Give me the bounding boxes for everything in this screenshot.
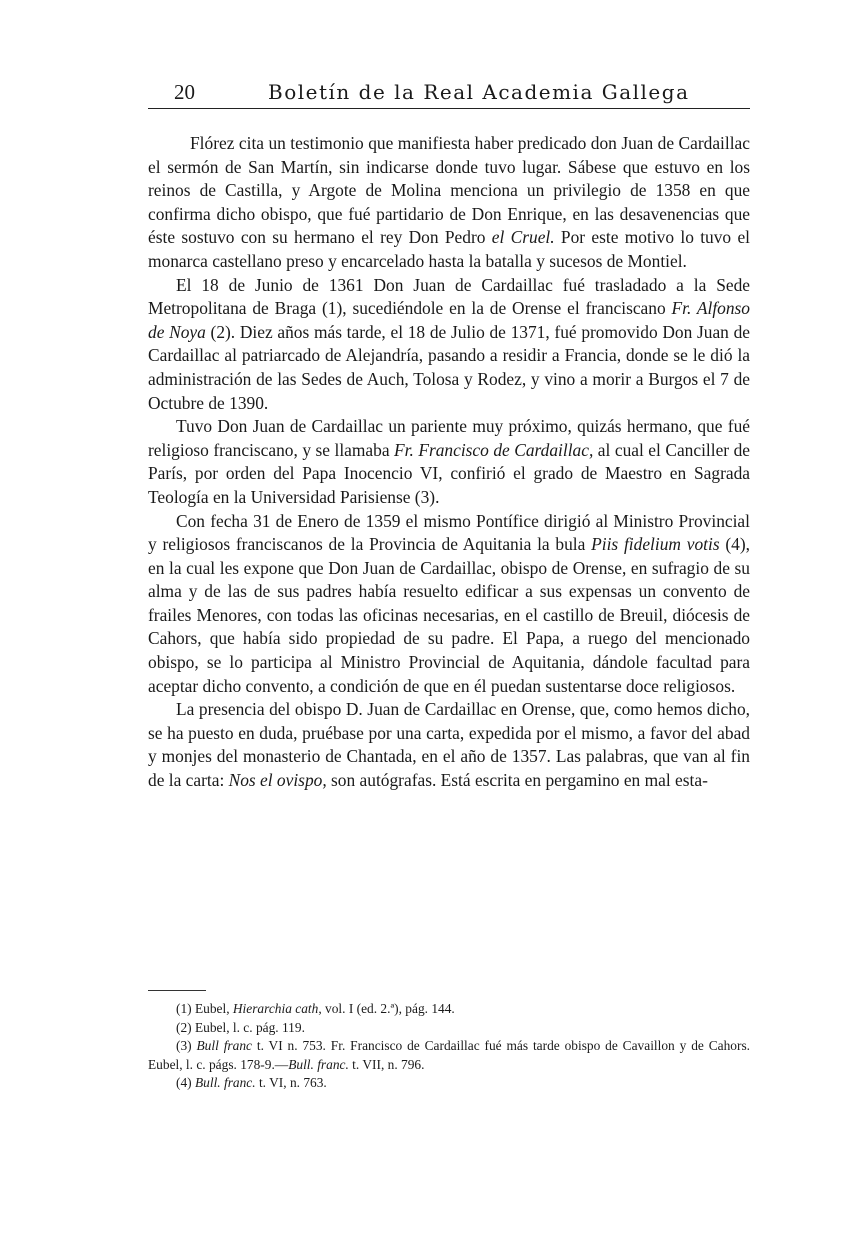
text-run: son autógrafas. Está escrita en pergamino en mal esta- xyxy=(326,770,708,791)
text-run: (2) Eubel, l. c. pág. 119. xyxy=(176,1019,305,1035)
footnote xyxy=(148,1019,750,1038)
footnote-rule xyxy=(148,990,206,991)
text-run: Con fecha 31 de Enero de 1359 el mismo Pontífice dirigió al Ministro Provincial y religiosos franciscanos de la Provincia de Aquitania la bula xyxy=(148,510,750,555)
italic-run: Fr. Francisco de Cardaillac, xyxy=(394,439,594,460)
text-run: Por este motivo lo tuvo el monarca castellano preso y encarcelado hasta la batalla y sucesos de Montiel. xyxy=(148,227,750,271)
page-number: 20 xyxy=(174,80,195,104)
text-run: t. VII, n. 796. xyxy=(348,1056,425,1072)
body-text xyxy=(148,132,750,793)
text-run: (4), en la cual les expone que Don Juan de Cardaillac, obispo de Orense, en sufragio de su alma y de las de sus padres había resuelto edificar a sus expensas un convento de frailes Menores, con todas las oficinas necesarias, en el castillo de Breuil, diócesis de Cahors, que había sido propiedad de su padre. El Papa, a ruego del mencionado obispo, se lo participa al Ministro Provincial de Aquitania, dándole facultad para aceptar dicho convento, a condición de que en él puedan sustentarse doce religiosos. xyxy=(148,534,750,696)
footnote xyxy=(148,1074,750,1093)
italic-run: Fr. Alfonso de Noya xyxy=(148,298,750,342)
italic-run: Bull franc xyxy=(196,1038,252,1054)
paragraph xyxy=(148,132,750,274)
italic-run: Piis fidelium votis xyxy=(591,534,720,555)
text-run: t. VI, n. 763. xyxy=(255,1075,327,1091)
paragraph xyxy=(148,698,750,792)
paragraph xyxy=(148,510,750,699)
paragraph xyxy=(148,274,750,416)
text-run: El 18 de Junio de 1361 Don Juan de Cardaillac fué trasladado a la Sede Metropolitana de Braga (1), sucediéndole en la de Orense el franciscano xyxy=(148,274,750,319)
italic-run: Hierarchia cath xyxy=(232,1001,319,1016)
text-run: (2). Diez años más tarde, el 18 de Julio de 1371, fué promovido Don Juan de Cardaillac al patriarcado de Alejandría, pasando a residir a Francia, donde se le dió la administración de las Sedes de Auch, Tolosa y Rodez, y vino a morir a Burgos el 7 de Octubre de 1390. xyxy=(148,321,750,413)
text-run: (1) Eubel, xyxy=(176,1001,233,1016)
italic-run: Nos el ovispo, xyxy=(228,770,327,791)
paragraph xyxy=(148,415,750,509)
text-run: Tuvo Don Juan de Cardaillac un pariente muy próximo, quizás hermano, que fué religioso franciscano, y se llamaba xyxy=(148,416,750,460)
text-run: La presencia del obispo D. Juan de Cardaillac en Orense, que, como hemos dicho, se ha puesto en duda, pruébase por una carta, expedida por el mismo, a favor del abad y monjes del monasterio de Chantada, en el año de 1357. Las palabras, que van al fin de la carta: xyxy=(148,699,750,791)
text-run: al cual el Canciller de París, por orden del Papa Inocencio VI, confirió el grado de Maestro en Sagrada Teología en la Universidad Parisiense (3). xyxy=(148,439,750,507)
text-run: (4) xyxy=(176,1075,195,1091)
text-run: , vol. I (ed. 2.ª), pág. 144. xyxy=(318,1001,455,1016)
italic-run: el Cruel. xyxy=(491,227,555,248)
text-run: t. VI n. 753. Fr. Francisco de Cardaillac fué más tarde obispo de Cavaillon y de Cahors. Eubel, l. c. págs. 178-9.— xyxy=(148,1038,750,1072)
italic-run: Bull. franc. xyxy=(194,1075,256,1091)
italic-run: Bull. franc. xyxy=(288,1056,349,1072)
running-title: Boletín de la Real Academia Gallega xyxy=(268,80,690,104)
text-run: (3) xyxy=(176,1038,197,1054)
footnote xyxy=(148,1037,750,1074)
page-header xyxy=(148,76,750,112)
footnotes xyxy=(148,1000,750,1093)
text-run: Flórez cita un testimonio que manifiesta haber predicado don Juan de Cardaillac el sermón de San Martín, sin indicarse donde tuvo lugar. Sábese que estuvo en los reinos de Castilla, y Argote de Molina menciona un privilegio de 1358 en que confirma dicho obispo, que fué partidario de Don Enrique, en las desavenencias que éste sostuvo con su hermano el rey Don Pedro xyxy=(148,133,750,248)
footnote xyxy=(148,1000,750,1019)
header-rule xyxy=(148,108,750,109)
